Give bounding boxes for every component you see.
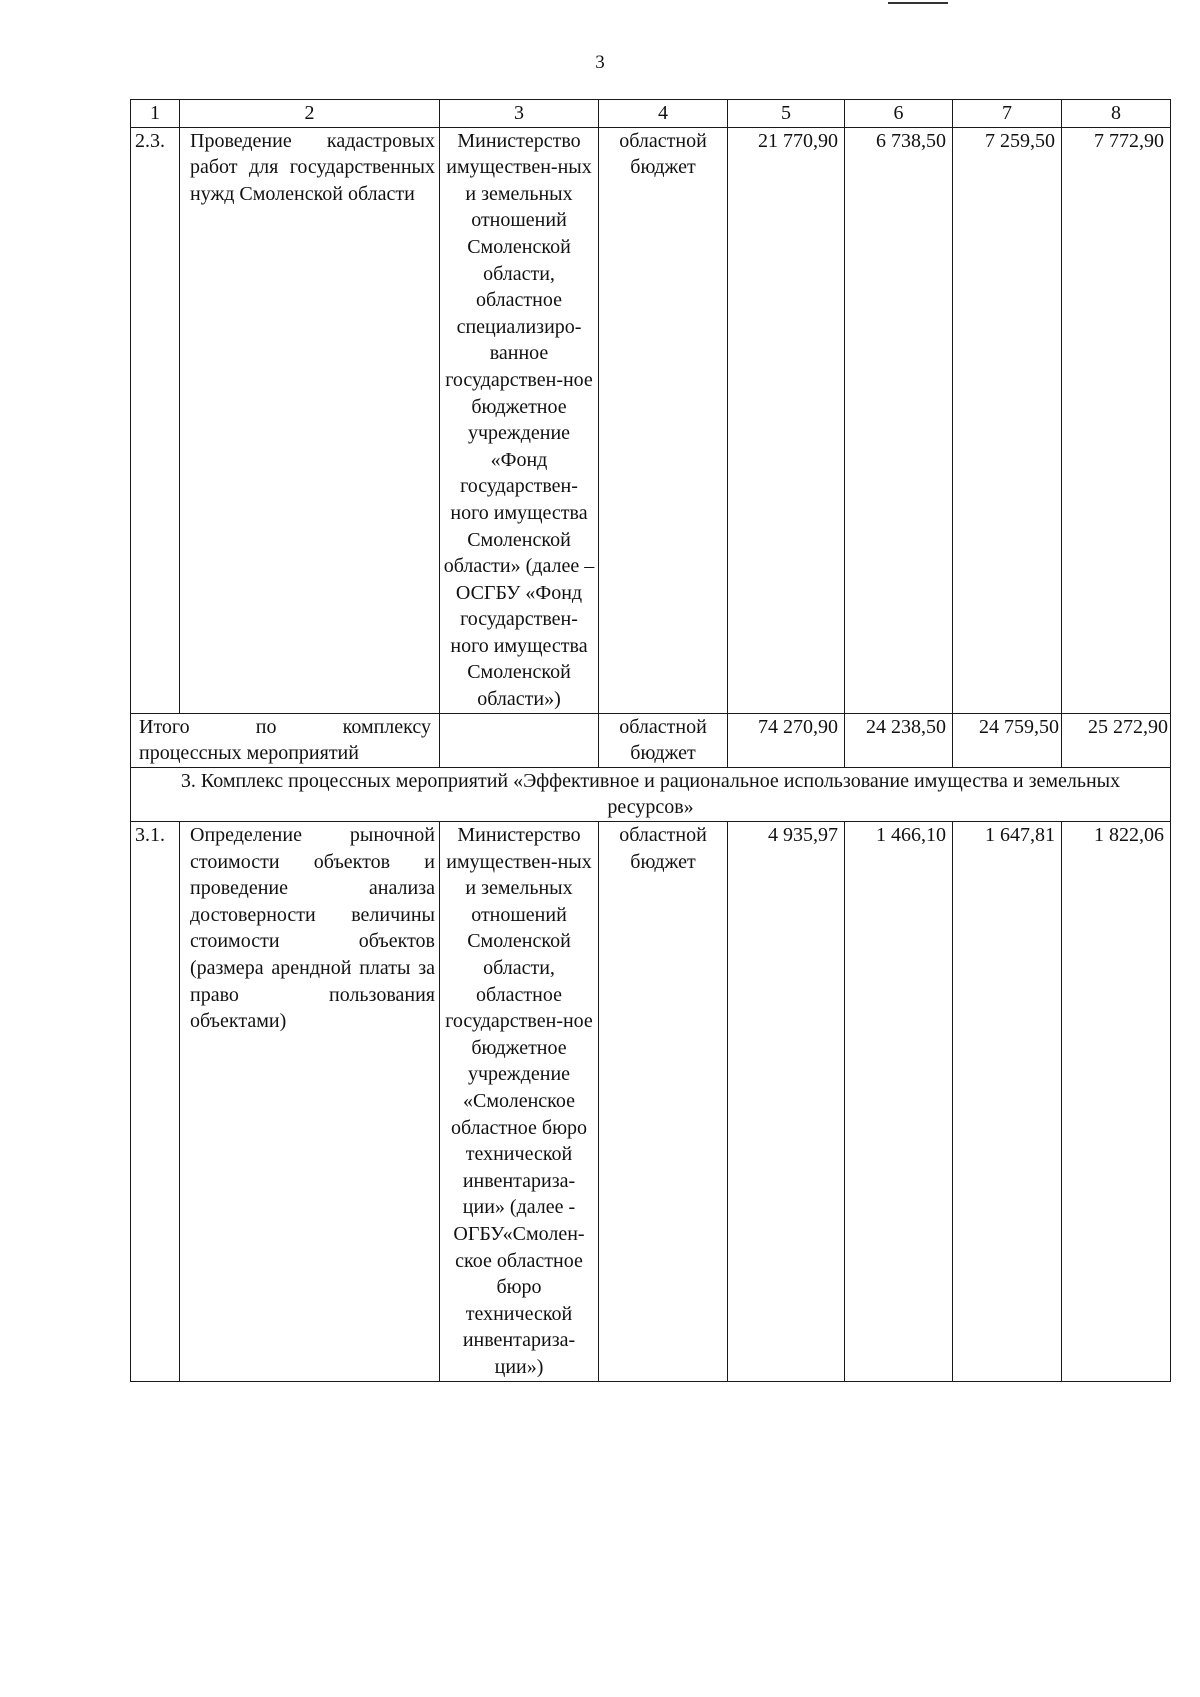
header-cell-5: 5: [728, 100, 845, 128]
amount-total: 21 770,90: [728, 127, 845, 713]
subtotal-year-1: 24 238,50: [845, 713, 953, 767]
header-cell-6: 6: [845, 100, 953, 128]
subtotal-row: [131, 713, 1171, 767]
responsible-executor: Министерство имуществен-ных и земельных отношений Смоленской области, областное государствен-ное бюджетное учреждение «Смоленское областное бюро технической инвентариза-ции» (далее - ОГБУ«Смолен-ское областное бюро технической инвентариза-ции»): [440, 822, 599, 1381]
amount-year-1: 1 466,10: [845, 822, 953, 1381]
subtotal-label-line-1: Итого по комплексу: [139, 715, 431, 738]
header-cell-3: 3: [440, 100, 599, 128]
header-cell-7: 7: [953, 100, 1062, 128]
header-cell-8: 8: [1062, 100, 1171, 128]
section-heading-row: [131, 767, 1171, 821]
funding-source: областной бюджет: [599, 822, 728, 1381]
header-cell-4: 4: [599, 100, 728, 128]
amount-year-1: 6 738,50: [845, 127, 953, 713]
responsible-executor: Министерство имуществен-ных и земельных отношений Смоленской области, областное специализиро-ванное государствен-ное бюджетное учреждение «Фонд государствен-ного имущества Смоленской области» (далее – ОСГБУ «Фонд государствен-ного имущества Смоленской области»): [440, 127, 599, 713]
budget-table: [130, 99, 1171, 1382]
funding-source: областной бюджет: [599, 127, 728, 713]
header-cell-1: 1: [131, 100, 180, 128]
row-number: 2.3.: [131, 127, 180, 713]
subtotal-funding-source: областной бюджет: [599, 713, 728, 767]
amount-year-3: 1 822,06: [1062, 822, 1171, 1381]
table-row-3-1: [131, 822, 1171, 1381]
amount-year-2: 1 647,81: [953, 822, 1062, 1381]
header-row: [131, 100, 1171, 128]
subtotal-year-3: 25 272,90: [1062, 713, 1171, 767]
section-3-title: 3. Комплекс процессных мероприятий «Эффективное и рациональное использование имущества и земельных ресурсов»: [131, 767, 1171, 821]
activity-name: Определение рыночной стоимости объектов и проведение анализа достоверности величины стоимости объектов (размера арендной платы за право пользования объектами): [180, 822, 440, 1381]
subtotal-empty-cell: [440, 713, 599, 767]
table-row-2-3: [131, 127, 1171, 713]
amount-year-3: 7 772,90: [1062, 127, 1171, 713]
amount-year-2: 7 259,50: [953, 127, 1062, 713]
subtotal-total: 74 270,90: [728, 713, 845, 767]
subtotal-year-2: 24 759,50: [953, 713, 1062, 767]
subtotal-label-line-2: процессных мероприятий: [139, 742, 359, 765]
header-cell-2: 2: [180, 100, 440, 128]
subtotal-label: [131, 713, 440, 767]
row-number: 3.1.: [131, 822, 180, 1381]
page-number: 3: [595, 52, 605, 73]
top-edge-mark: [888, 2, 948, 4]
activity-name: Проведение кадастровых работ для государственных нужд Смоленской области: [180, 127, 440, 713]
amount-total: 4 935,97: [728, 822, 845, 1381]
